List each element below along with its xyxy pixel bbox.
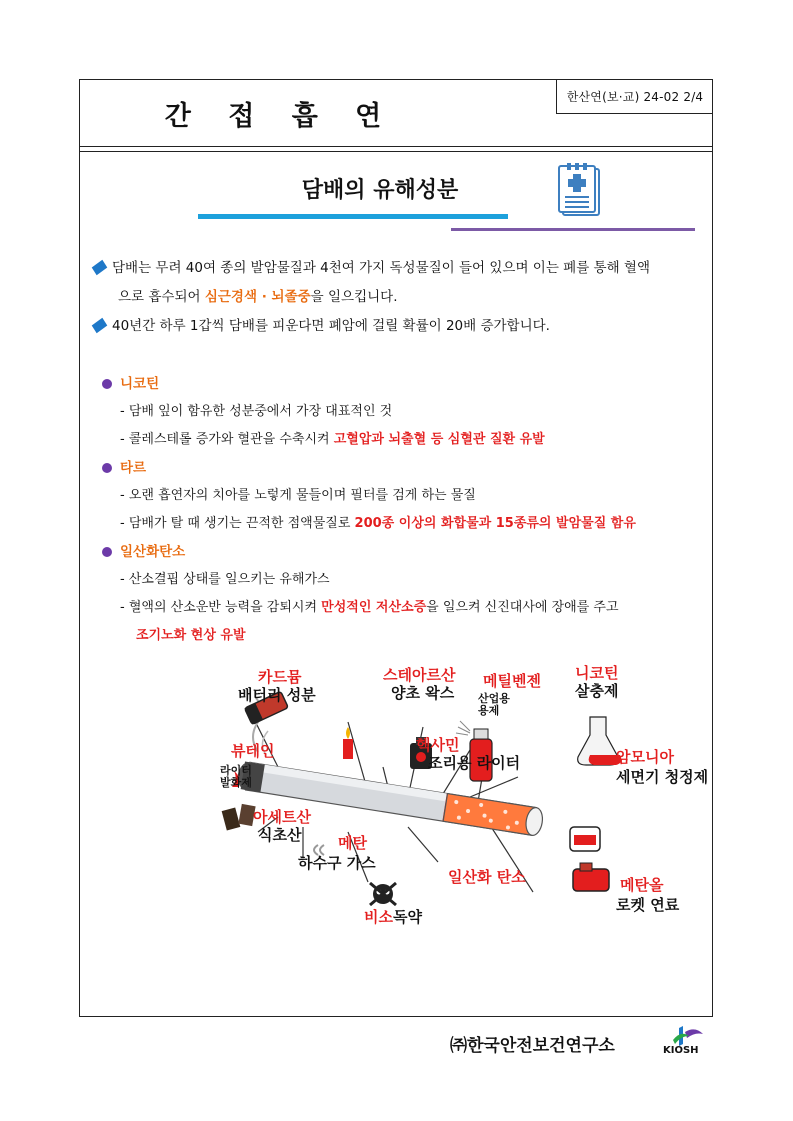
label-arsenic: 비소독약 [364, 908, 422, 926]
label-butane: 뷰테인 [231, 742, 275, 760]
label-ammonia-use: 세면기 청정제 [616, 768, 709, 786]
co-desc-2: - 혈액의 산소운반 능력을 감퇴시켜 만성적인 저산소증을 일으켜 신진대사에 장애를 주고 [120, 600, 619, 615]
label-cadmium: 카드뮴 [258, 668, 302, 686]
label-stearic: 스테아르산 [383, 666, 456, 684]
label-hexamine-use: 조리용 라이터 [428, 754, 521, 772]
label-stearic-use: 양초 왁스 [391, 684, 455, 702]
nicotine-heading: 니코틴 [102, 374, 159, 394]
label-cadmium-use: 배터리 성분 [238, 686, 316, 704]
label-methanol: 메탄올 [620, 876, 664, 894]
diamond-bullet-icon [92, 318, 108, 334]
logo-text: KIOSH [663, 1045, 699, 1056]
co-heading: 일산화탄소 [102, 542, 185, 562]
nicotine-desc-2: - 콜레스테롤 증가와 혈관을 수축시켜 고혈압과 뇌출혈 등 심혈관 질환 유발 [120, 432, 545, 447]
header-divider [80, 146, 712, 147]
nicotine-desc-1: - 담배 잎이 함유한 성분중에서 가장 대표적인 것 [120, 404, 393, 419]
diamond-bullet-icon [92, 260, 108, 276]
doc-code-box: 한산연(보·교) 24-02 2/4 [556, 80, 713, 114]
bullet-1-line-2: 으로 흡수되어 심근경색 · 뇌졸중을 일으킵니다. [118, 289, 398, 305]
label-nicotine-use: 살충제 [575, 682, 619, 700]
clipboard-medical-icon [555, 162, 607, 218]
tar-desc-2: - 담배가 탈 때 생기는 끈적한 점액물질로 200종 이상의 화합물과 15종류의 발암물질 함유 [120, 516, 636, 531]
co-desc-3: 조기노화 현상 유발 [136, 628, 246, 643]
label-methanol-use: 로켓 연료 [616, 896, 680, 914]
label-methane-use: 하수구 가스 [298, 854, 376, 872]
bullet-1-line-1: 담배는 무려 40여 종의 발암물질과 4천여 가지 독성물질이 들어 있으며 이는 폐를 통해 혈액 [94, 258, 650, 278]
label-acetic-use: 식초산 [258, 826, 302, 844]
organization-name: ㈜한국안전보건연구소 [450, 1036, 615, 1056]
label-toluene-use: 산업용 용제 [478, 692, 510, 717]
bullet-2: 40년간 하루 1갑씩 담배를 피운다면 폐암에 걸릴 확률이 20배 증가합니다. [94, 316, 550, 336]
label-methane: 메탄 [338, 834, 367, 852]
tar-heading: 타르 [102, 458, 146, 478]
circle-bullet-icon [102, 547, 112, 557]
label-acetic: 아세트산 [253, 808, 311, 826]
header-divider-inner [80, 151, 712, 152]
label-hexamine: 헥사민 [416, 736, 460, 754]
circle-bullet-icon [102, 379, 112, 389]
label-co: 일산화 탄소 [448, 868, 526, 886]
co-desc-1: - 산소결핍 상태를 일으키는 유해가스 [120, 572, 330, 587]
circle-bullet-icon [102, 463, 112, 473]
label-nicotine: 니코틴 [575, 664, 619, 682]
document-frame [79, 79, 713, 1017]
label-butane-use: 라이터 발화제 [220, 764, 252, 789]
title-underline-blue [198, 214, 508, 219]
section-title: 담배의 유해성분 [301, 178, 459, 203]
highlight-mi-stroke: 심근경색 · 뇌졸중 [204, 289, 311, 305]
tar-desc-1: - 오랜 흡연자의 치아를 노렇게 물들이며 필터를 검게 하는 물질 [120, 488, 476, 503]
title-underline-purple [451, 228, 695, 231]
label-ammonia: 암모니아 [616, 748, 674, 766]
label-toluene: 메틸벤젠 [483, 672, 541, 690]
page-title: 간 접 흡 연 [164, 101, 396, 132]
